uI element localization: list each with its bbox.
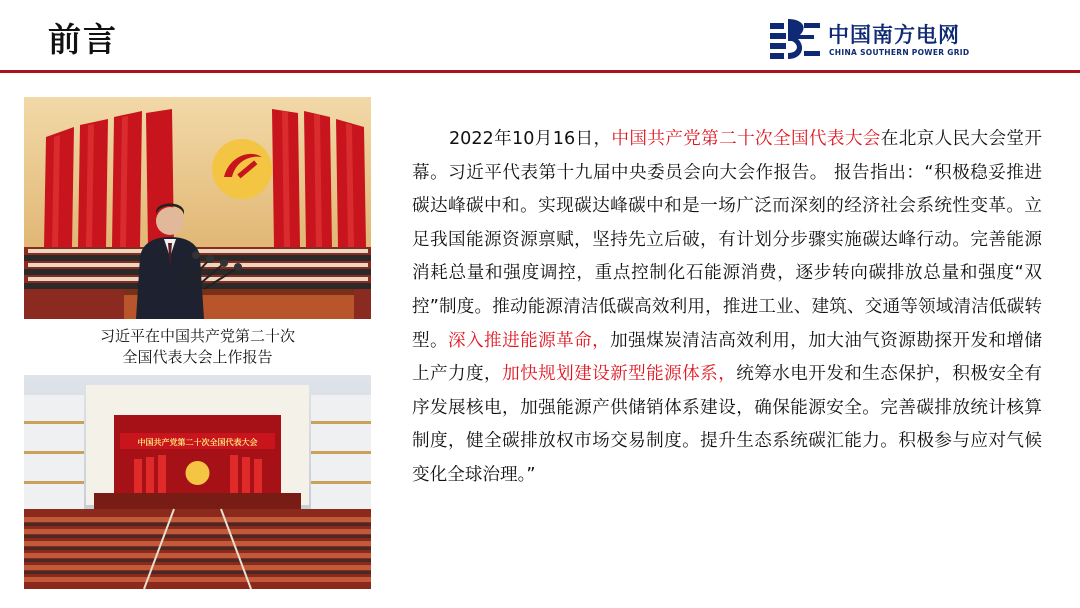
highlight-energy-revolution: 深入推进能源革命， [448, 330, 611, 351]
body-text-segment: 加强煤炭清洁高效利用，加大油气资源勘探开发和增储上产力度， [412, 330, 1042, 385]
body-text-segment: 在北京人民大会堂开幕。习近平代表第十九届中央委员会向大会作报告。 报告指出：“积极稳妥推进碳达峰碳中和。实现碳达峰碳中和是一场广泛而深刻的经济社会系统性变革。立足我国能源资源禀赋，坚持先立后破，有计划分步骤实施碳达峰行动。完善能源消耗总量和强度调控，重点控制化石能源消费，逐步转向碳排放总量和强度“双控”制度。推动能源清洁低碳高效利用，推进工业、建筑、交通等领域清洁低碳转型。 [412, 129, 1042, 351]
photo-caption [24, 326, 371, 368]
banner-text: 中国共产党第二十次全国代表大会 [137, 438, 258, 447]
logo-name-cn: 中国南方电网 [828, 23, 960, 47]
preface-body-text [412, 123, 1042, 493]
page-title: 前言 [48, 20, 118, 59]
body-text-segment: 2022年10月16日， [448, 129, 612, 149]
csg-logo-icon [770, 17, 822, 61]
body-text-segment: 统筹水电开发和生态保护，积极安全有序发展核电，加强能源产供储销体系建设，确保能源安全。完善碳排放统计核算制度，健全碳排放权市场交易制度。提升生态系统碳汇能力。积极参与应对气候变化全球治理。” [412, 364, 1042, 485]
photo-caption-line1: 习近平在中国共产党第二十次 [99, 327, 295, 345]
company-logo [770, 17, 982, 61]
congress-speech-photo [24, 97, 371, 319]
header-divider [0, 70, 1080, 73]
great-hall-photo [24, 375, 371, 589]
highlight-new-energy-system: 加快规划建设新型能源体系， [502, 364, 737, 385]
highlight-congress: 中国共产党第二十次全国代表大会 [611, 129, 881, 149]
logo-name-en: CHINA SOUTHERN POWER GRID [829, 48, 970, 57]
photo-caption-line2: 全国代表大会上作报告 [122, 348, 273, 366]
